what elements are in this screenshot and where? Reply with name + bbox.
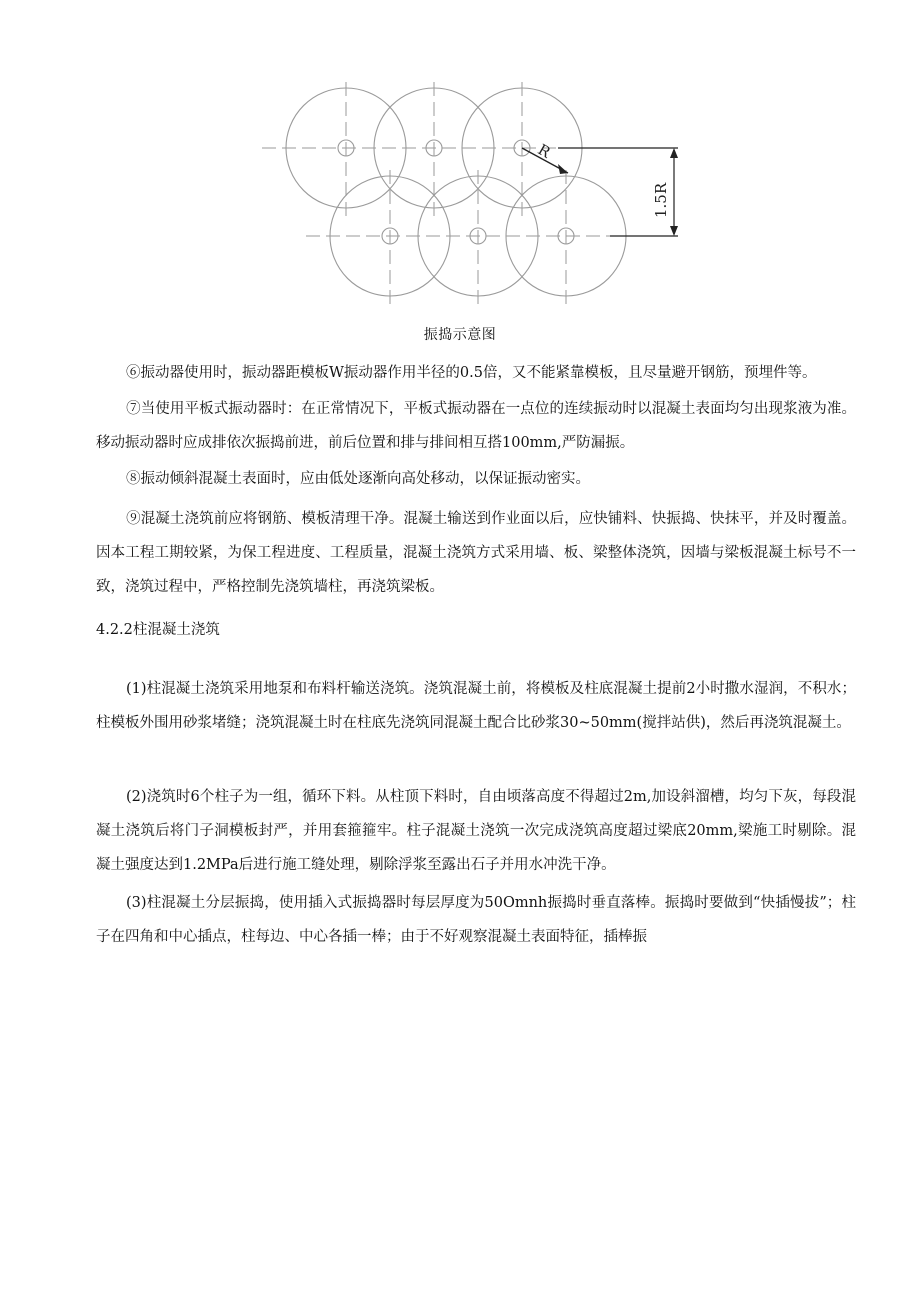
paragraph-item-8: ⑧振动倾斜混凝土表面时，应由低处逐渐向高处移动，以保证振动密实。 [126, 471, 590, 487]
paragraph-item-6: ⑥振动器使用时，振动器距模板W振动器作用半径的0.5倍，又不能紧靠模板，且尽量避开钢筋，预埋件等。 [126, 365, 817, 381]
radius-arrowhead [558, 164, 568, 174]
dimension-arrow-top [670, 148, 678, 158]
dimension-arrow-bottom [670, 226, 678, 236]
section-heading: 4.2.2柱混凝土浇筑 [96, 622, 220, 638]
paragraph-item-7: ⑦当使用平板式振动器时：在正常情况下，平板式振动器在一点位的连续振动时以混凝土表面均匀出现浆液为准。移动振动器时应成排依次振捣前进，前后位置和排与排间相互搭100mm,严防漏振。 [96, 401, 856, 451]
section-item-3: (3)柱混凝土分层振捣，使用插入式振捣器时每层厚度为50Omnh振捣时垂直落棒。振捣时要做到“快插慢拔”；柱子在四角和中心插点，柱每边、中心各插一棒；由于不好观察混凝土表面特征，插棒振 [96, 895, 856, 945]
paragraph-item-9: ⑨混凝土浇筑前应将钢筋、模板清理干净。混凝土输送到作业面以后，应快铺料、快振捣、快抹平，并及时覆盖。因本工程工期较紧，为保工程进度、工程质量，混凝土浇筑方式采用墙、板、梁整体浇筑，因墙与梁板混凝土标号不一致，浇筑过程中，严格控制先浇筑墙柱，再浇筑梁板。 [96, 511, 856, 595]
section-item-1: (1)柱混凝土浇筑采用地泵和布料杆输送浇筑。浇筑混凝土前，将模板及柱底混凝土提前2小时撒水湿润，不积水；柱模板外围用砂浆堵缝；浇筑混凝土时在柱底先浇筑同混凝土配合比砂浆30~50mm(搅拌站供)，然后再浇筑混凝土。 [96, 681, 856, 731]
radius-label: R [534, 140, 554, 162]
spacing-label: 1.5R [652, 182, 670, 218]
vibration-diagram [258, 78, 698, 312]
figure-caption: 振捣示意图 [423, 327, 497, 343]
section-item-2: (2)浇筑时6个柱子为一组，循环下料。从柱顶下料时，自由顷落高度不得超过2m,加设斜溜槽，均匀下灰，每段混凝土浇筑后将门子洞模板封严，并用套箍箍牢。柱子混凝土浇筑一次完成浇筑高度超过梁底20mm,梁施工时剔除。混凝土强度达到1.2MPa后进行施工缝处理，剔除浮浆至露出石子并用水冲洗干净。 [96, 789, 856, 873]
